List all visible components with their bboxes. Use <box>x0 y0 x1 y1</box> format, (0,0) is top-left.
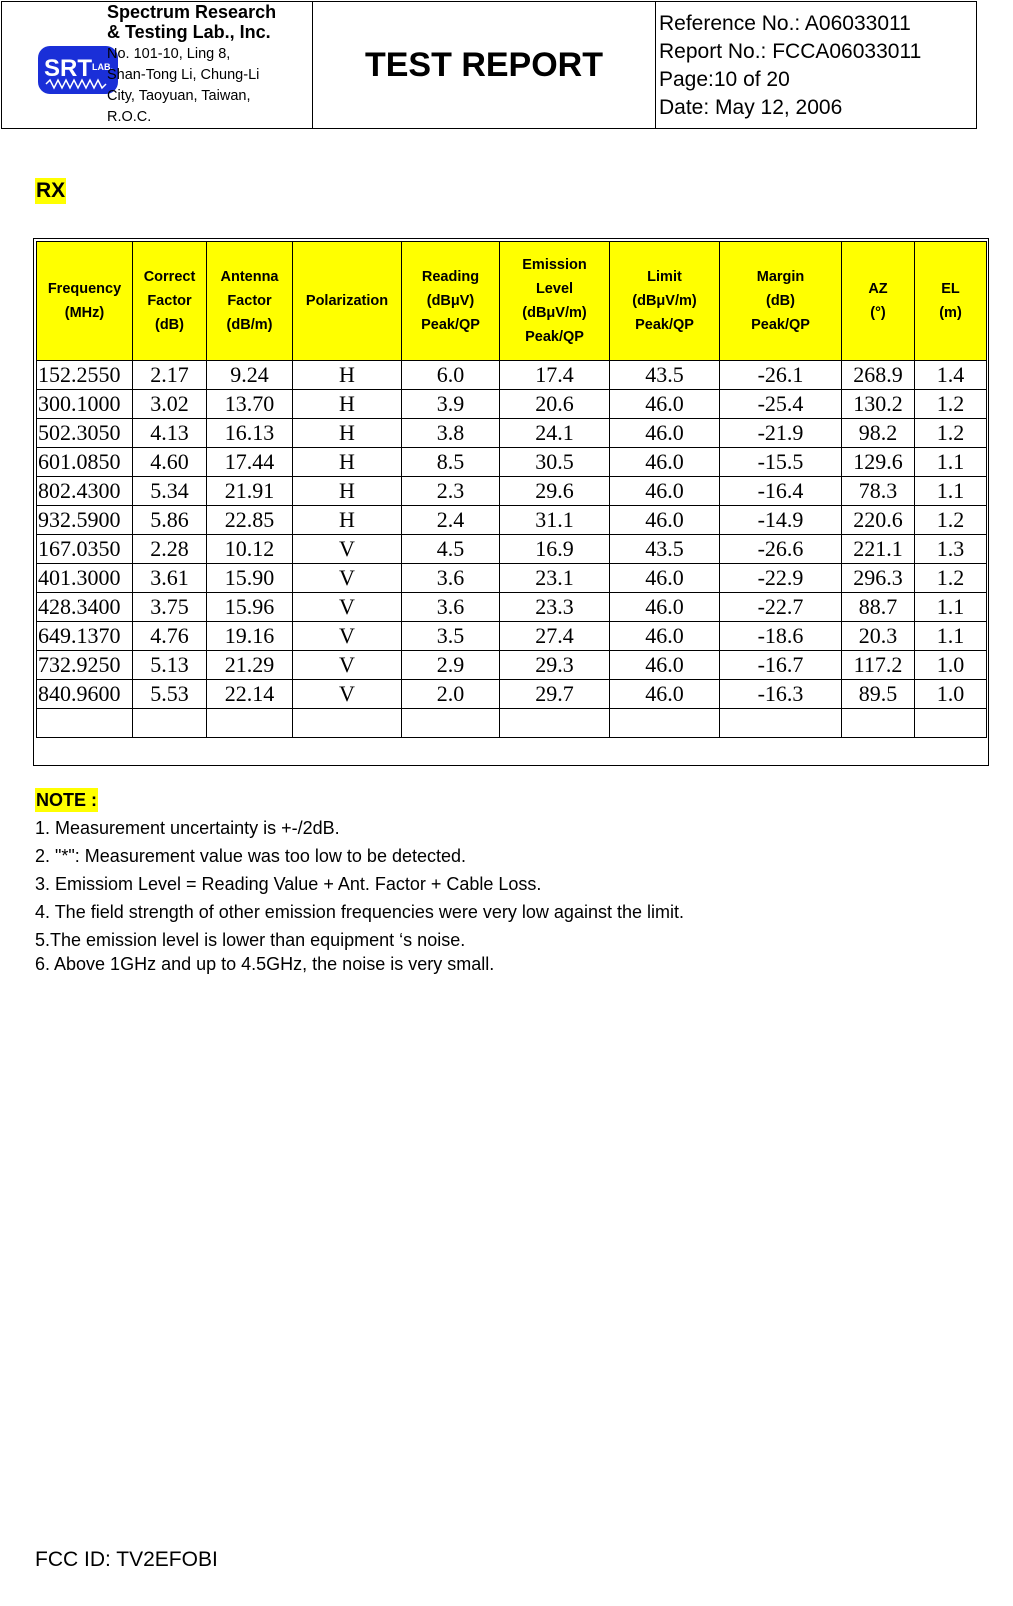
table-cell: 1.1 <box>915 593 987 622</box>
table-cell: H <box>293 448 402 477</box>
table-cell: 152.2550 <box>37 361 133 390</box>
table-cell <box>133 709 207 738</box>
table-cell: 3.6 <box>402 593 500 622</box>
table-row <box>37 535 987 564</box>
table-cell: 46.0 <box>610 506 720 535</box>
column-header: Polarization <box>293 242 402 361</box>
table-cell: 167.0350 <box>37 535 133 564</box>
table-cell <box>37 709 133 738</box>
table-cell: 1.2 <box>915 506 987 535</box>
table-cell: 16.9 <box>500 535 610 564</box>
table-cell: 1.3 <box>915 535 987 564</box>
table-cell: 1.0 <box>915 680 987 709</box>
table-cell: 2.9 <box>402 651 500 680</box>
table-cell: 3.75 <box>133 593 207 622</box>
table-cell: 27.4 <box>500 622 610 651</box>
table-cell: 29.7 <box>500 680 610 709</box>
logo-text: SRT <box>44 55 92 82</box>
table-cell: 840.9600 <box>37 680 133 709</box>
table-row <box>37 390 987 419</box>
table-cell: 3.8 <box>402 419 500 448</box>
table-cell: 46.0 <box>610 390 720 419</box>
column-header: AZ (°) <box>842 242 915 361</box>
table-row <box>37 477 987 506</box>
table-cell: V <box>293 535 402 564</box>
column-header: EL (m) <box>915 242 987 361</box>
table-cell: 17.4 <box>500 361 610 390</box>
table-cell: 88.7 <box>842 593 915 622</box>
table-cell: H <box>293 506 402 535</box>
table-cell: 1.2 <box>915 419 987 448</box>
table-cell: 43.5 <box>610 361 720 390</box>
column-header: Emission Level (dBμV/m) Peak/QP <box>500 242 610 361</box>
table-cell: 130.2 <box>842 390 915 419</box>
table-cell: 4.76 <box>133 622 207 651</box>
table-cell: -25.4 <box>720 390 842 419</box>
table-cell <box>610 709 720 738</box>
table-cell: 2.28 <box>133 535 207 564</box>
table-cell: 46.0 <box>610 564 720 593</box>
table-cell: 8.5 <box>402 448 500 477</box>
table-cell: H <box>293 419 402 448</box>
table-cell: 46.0 <box>610 593 720 622</box>
report-number: Report No.: FCCA06033011 <box>659 40 922 63</box>
page-number: Page:10 of 20 <box>659 68 790 91</box>
report-date: Date: May 12, 2006 <box>659 96 843 119</box>
note-item: 2. "*": Measurement value was too low to be detected. <box>35 846 467 866</box>
table-cell: 3.9 <box>402 390 500 419</box>
table-cell: 802.4300 <box>37 477 133 506</box>
table-cell: 1.0 <box>915 651 987 680</box>
table-cell: V <box>293 564 402 593</box>
table-cell: -18.6 <box>720 622 842 651</box>
table-cell: 22.85 <box>207 506 293 535</box>
note-item: 3. Emissiom Level = Reading Value + Ant. Factor + Cable Loss. <box>35 874 542 894</box>
table-cell: -26.6 <box>720 535 842 564</box>
table-row <box>37 564 987 593</box>
table-cell: 5.53 <box>133 680 207 709</box>
notes-list <box>35 816 684 980</box>
column-header: Limit (dBμV/m) Peak/QP <box>610 242 720 361</box>
note-item: 5.The emission level is lower than equipment ‘s noise. <box>35 930 466 950</box>
table-cell: 22.14 <box>207 680 293 709</box>
report-reference-block <box>656 2 976 128</box>
table-cell <box>720 709 842 738</box>
table-cell: 15.90 <box>207 564 293 593</box>
table-cell: 16.13 <box>207 419 293 448</box>
table-row <box>37 506 987 535</box>
table-cell <box>293 709 402 738</box>
table-cell: -26.1 <box>720 361 842 390</box>
table-cell: 29.3 <box>500 651 610 680</box>
table-cell: 4.60 <box>133 448 207 477</box>
table-cell: 19.16 <box>207 622 293 651</box>
table-cell: 21.29 <box>207 651 293 680</box>
table-cell: 43.5 <box>610 535 720 564</box>
table-cell: H <box>293 477 402 506</box>
fcc-id: FCC ID: TV2EFOBI <box>35 1548 218 1571</box>
table-cell: 9.24 <box>207 361 293 390</box>
table-cell: 732.9250 <box>37 651 133 680</box>
table-cell: 31.1 <box>500 506 610 535</box>
table-cell: 2.3 <box>402 477 500 506</box>
table-cell: 1.2 <box>915 564 987 593</box>
note-item: 1. Measurement uncertainty is +-/2dB. <box>35 818 340 838</box>
table-cell: 5.86 <box>133 506 207 535</box>
table-cell: 1.1 <box>915 477 987 506</box>
table-cell: 649.1370 <box>37 622 133 651</box>
section-label-rx: RX <box>36 179 66 202</box>
table-row <box>37 709 987 738</box>
table-cell: 428.3400 <box>37 593 133 622</box>
table-cell: 4.13 <box>133 419 207 448</box>
table-cell: 401.3000 <box>37 564 133 593</box>
table-cell <box>842 709 915 738</box>
table-cell: -16.7 <box>720 651 842 680</box>
table-cell: 601.0850 <box>37 448 133 477</box>
table-cell: 46.0 <box>610 622 720 651</box>
lab-name: Spectrum Research & Testing Lab., Inc. <box>107 2 277 42</box>
table-cell: 98.2 <box>842 419 915 448</box>
table-cell: V <box>293 622 402 651</box>
table-cell: 117.2 <box>842 651 915 680</box>
table-row <box>37 680 987 709</box>
table-cell: 23.3 <box>500 593 610 622</box>
table-cell: 46.0 <box>610 651 720 680</box>
reference-number: Reference No.: A06033011 <box>659 12 911 35</box>
table-cell: 129.6 <box>842 448 915 477</box>
srt-lab-logo <box>38 46 118 94</box>
lab-address: No. 101-10, Ling 8, Shan-Tong Li, Chung-Li City, Taoyuan, Taiwan, R.O.C. <box>107 46 260 125</box>
table-cell: 3.6 <box>402 564 500 593</box>
table-cell: 268.9 <box>842 361 915 390</box>
table-cell: 23.1 <box>500 564 610 593</box>
table-cell: 3.5 <box>402 622 500 651</box>
table-body <box>37 361 987 738</box>
report-header <box>1 1 977 129</box>
table-cell: 2.17 <box>133 361 207 390</box>
table-cell: 46.0 <box>610 477 720 506</box>
table-cell: 300.1000 <box>37 390 133 419</box>
table-cell: -15.5 <box>720 448 842 477</box>
table-cell: 1.1 <box>915 622 987 651</box>
table-cell: 1.1 <box>915 448 987 477</box>
table-cell: 296.3 <box>842 564 915 593</box>
table-cell: 5.13 <box>133 651 207 680</box>
table-cell: -14.9 <box>720 506 842 535</box>
table-cell: 5.34 <box>133 477 207 506</box>
table-cell: 29.6 <box>500 477 610 506</box>
column-header: Correct Factor (dB) <box>133 242 207 361</box>
table-cell: 89.5 <box>842 680 915 709</box>
table-cell: 20.6 <box>500 390 610 419</box>
table-row <box>37 361 987 390</box>
table-cell: V <box>293 593 402 622</box>
table-row <box>37 593 987 622</box>
table-cell: 1.2 <box>915 390 987 419</box>
lab-info <box>2 2 313 128</box>
table-cell: 21.91 <box>207 477 293 506</box>
table-cell: -22.9 <box>720 564 842 593</box>
table-cell: 78.3 <box>842 477 915 506</box>
table-row <box>37 448 987 477</box>
table-cell: 13.70 <box>207 390 293 419</box>
table-cell: 3.02 <box>133 390 207 419</box>
table-cell: 20.3 <box>842 622 915 651</box>
logo-subtext: LAB. <box>92 62 113 72</box>
table-cell <box>402 709 500 738</box>
table-cell: 46.0 <box>610 419 720 448</box>
note-item: 6. Above 1GHz and up to 4.5GHz, the noise is very small. <box>35 954 495 974</box>
table-cell: 932.5900 <box>37 506 133 535</box>
report-title: TEST REPORT <box>313 2 656 128</box>
table-cell: -16.3 <box>720 680 842 709</box>
table-cell <box>500 709 610 738</box>
emission-table-frame <box>33 238 989 766</box>
note-heading: NOTE : <box>36 790 97 810</box>
column-header: Antenna Factor (dB/m) <box>207 242 293 361</box>
table-cell: 46.0 <box>610 448 720 477</box>
table-cell: 2.0 <box>402 680 500 709</box>
column-header: Reading (dBμV) Peak/QP <box>402 242 500 361</box>
table-row <box>37 651 987 680</box>
table-cell: 4.5 <box>402 535 500 564</box>
table-cell: 15.96 <box>207 593 293 622</box>
table-cell: 1.4 <box>915 361 987 390</box>
column-header: Margin (dB) Peak/QP <box>720 242 842 361</box>
table-cell: H <box>293 361 402 390</box>
table-cell: -21.9 <box>720 419 842 448</box>
table-cell <box>915 709 987 738</box>
table-cell: 502.3050 <box>37 419 133 448</box>
table-row <box>37 419 987 448</box>
table-cell: 10.12 <box>207 535 293 564</box>
table-cell: 3.61 <box>133 564 207 593</box>
table-cell: H <box>293 390 402 419</box>
note-item: 4. The field strength of other emission frequencies were very low against the limit. <box>35 902 684 922</box>
table-cell: 2.4 <box>402 506 500 535</box>
table-cell: -16.4 <box>720 477 842 506</box>
table-header-row <box>37 242 987 361</box>
table-cell: 30.5 <box>500 448 610 477</box>
column-header: Frequency (MHz) <box>37 242 133 361</box>
table-cell: V <box>293 651 402 680</box>
table-cell: V <box>293 680 402 709</box>
table-row <box>37 622 987 651</box>
table-cell: 220.6 <box>842 506 915 535</box>
table-cell: 46.0 <box>610 680 720 709</box>
table-cell: 17.44 <box>207 448 293 477</box>
table-cell <box>207 709 293 738</box>
table-cell: 221.1 <box>842 535 915 564</box>
table-cell: -22.7 <box>720 593 842 622</box>
emission-table <box>36 241 987 738</box>
table-cell: 6.0 <box>402 361 500 390</box>
table-cell: 24.1 <box>500 419 610 448</box>
